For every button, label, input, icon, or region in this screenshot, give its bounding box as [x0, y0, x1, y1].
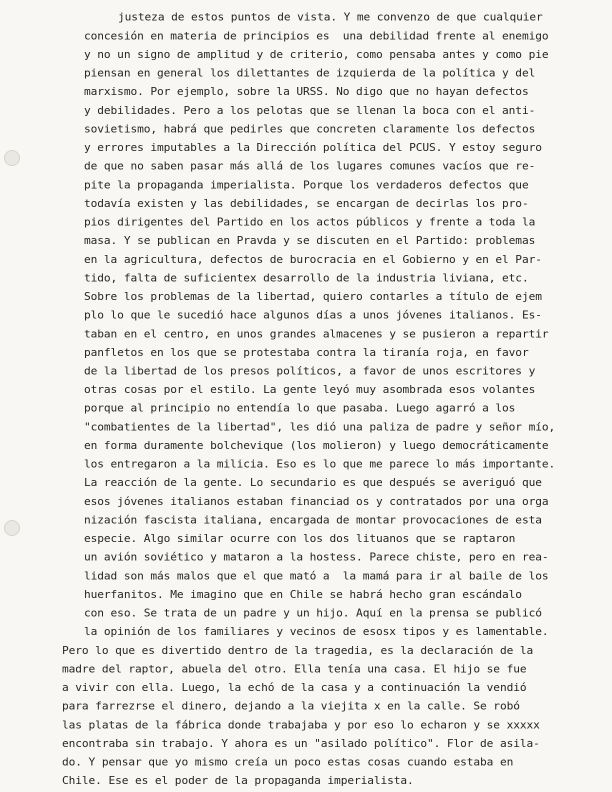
text-line: piensan en general los dilettantes de izquierda de la política y del	[84, 66, 536, 80]
text-line: Sobre los problemas de la libertad, quiero contarles a título de ejem	[84, 290, 542, 303]
text-line: pios dirigentes del Partido en los actos públicos y frente a toda la	[84, 215, 536, 229]
text-line: lidad son más malos que el que mató a la mamá para ir al baile de los	[84, 569, 549, 583]
text-line: do. Y pensar que yo mismo creía un poco estas cosas cuando estaba en	[62, 755, 514, 769]
text-line: huerfanitos. Me imagino que en Chile se habrá hecho gran escándalo	[84, 588, 522, 601]
text-line: madre del raptor, abuela del otro. Ella tenía una casa. El hijo se fue	[62, 662, 527, 676]
text-line: y no un signo de amplitud y de criterio, como pensaba antes y como pie	[84, 48, 549, 61]
text-line: tido, falta de suficientex desarrollo de la industria liviana, etc.	[84, 271, 529, 285]
text-line: en la agricultura, defectos de burocracia en el Gobierno y en el Par-	[84, 252, 542, 266]
text-line: y debilidades. Pero a los pelotas que se llenan la boca con el anti-	[84, 104, 536, 117]
text-line: un avión soviético y mataron a la hostess. Parece chiste, pero en rea-	[84, 550, 549, 564]
text-line: a vivir con ella. Luego, la echó de la casa y a continuación la vendió	[62, 681, 527, 694]
text-line: con eso. Se trata de un padre y un hijo. Aquí en la prensa se publicó	[84, 606, 542, 620]
text-line: en forma duramente bolchevique (los molieron) y luego democráticamente	[84, 439, 549, 452]
text-line: para farrezrse el dinero, dejando a la viejita x en la calle. Se robó	[62, 699, 520, 713]
text-line: concesión en materia de principios es una debilidad frente al enemigo	[84, 29, 549, 43]
text-line: todavía existen y las debilidades, se encargan de decirlas los pro-	[84, 197, 529, 210]
text-line: Chile. Ese es el poder de la propaganda imperialista.	[62, 774, 414, 788]
text-line: especie. Algo similar ocurre con los dos lituanos que se raptaron	[84, 532, 516, 546]
text-line: taban en el centro, en unos grandes almacenes y se pusieron a repartir	[84, 327, 549, 341]
text-line: esos jóvenes italianos estaban financiad os y contratados por una orga	[84, 495, 549, 508]
text-line: "combatientes de la libertad", les dió una paliza de padre y señor mío,	[84, 420, 556, 434]
text-line: las platas de la fábrica donde trabajaba y por eso lo echaron y se xxxxx	[62, 718, 540, 732]
text-line: masa. Y se publican en Pravda y se discuten en el Partido: problemas	[84, 234, 536, 248]
text-line: sovietismo, habrá que pedirles que concreten claramente los defectos	[84, 122, 536, 136]
text-line: los entregaron a la milicia. Eso es lo que me parece lo más importante.	[84, 457, 556, 471]
text-line: la opinión de los familiares y vecinos de esosx tipos y es lamentable.	[84, 625, 549, 639]
text-line: pite la propaganda imperialista. Porque los verdaderos defectos que	[84, 178, 529, 192]
text-line: de la libertad de los presos políticos, a favor de unos escritores y	[84, 364, 536, 378]
text-line: encontraba sin trabajo. Y ahora es un "asilado político". Flor de asila-	[62, 737, 540, 750]
text-line: Pero lo que es divertido dentro de la tragedia, es la declaración de la	[62, 643, 534, 657]
punch-hole-bottom	[4, 520, 20, 536]
text-line: panfletos en los que se protestaba contra la tiranía roja, en favor	[84, 346, 529, 359]
text-line: porque al principio no entendía lo que pasaba. Luego agarró a los	[84, 401, 516, 415]
text-line: y errores imputables a la Dirección política del PCUS. Y estoy seguro	[84, 141, 542, 155]
text-line: marxismo. Por ejemplo, sobre la URSS. No digo que no hayan defectos	[84, 85, 529, 99]
text-line: La reacción de la gente. Lo secundario es que después se averiguó que	[84, 476, 542, 490]
punch-hole-top	[4, 150, 20, 166]
text-line: plo lo que le sucedió hace algunos días a unos jóvenes italianos. Es-	[84, 308, 542, 322]
text-line: nización fascista italiana, encargada de montar provocaciones de esta	[84, 513, 542, 527]
text-line: justeza de estos puntos de vista. Y me convenzo de que cualquier	[118, 10, 543, 24]
text-line: de que no saben pasar más allá de los lugares comunes vacíos que re-	[84, 159, 536, 173]
text-line: otras cosas por el estilo. La gente leyó muy asombrada esos volantes	[84, 383, 536, 397]
